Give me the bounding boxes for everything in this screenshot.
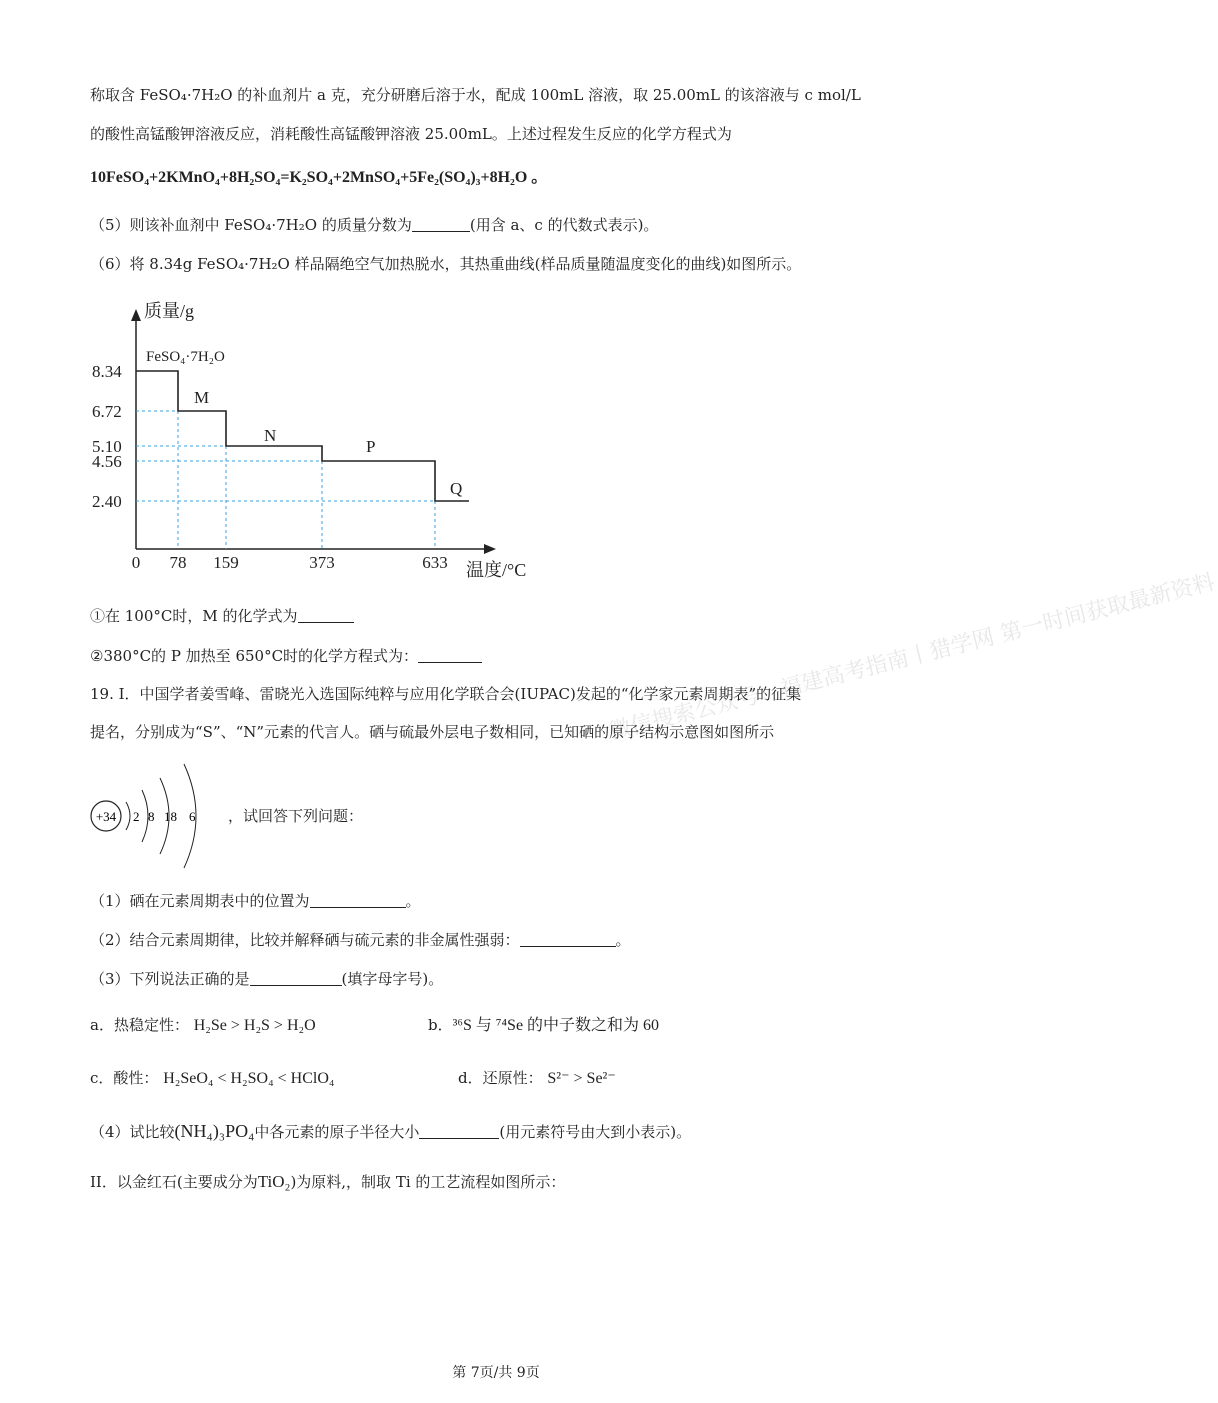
- option-c-formula: H₂SeO₄ < H₂SO₄ < HClO₄: [163, 1070, 335, 1087]
- answer-blank: [298, 608, 354, 623]
- segment-label: FeSO₄·7H₂O: [146, 349, 225, 365]
- titanium-dioxide-formula: TiO₂: [257, 1172, 291, 1191]
- shell-count-1: 2: [133, 809, 140, 824]
- sub-question-3-text: （3）下列说法正确的是: [90, 970, 250, 988]
- x-tick-label: 159: [213, 553, 239, 572]
- answer-blank: [520, 932, 616, 947]
- question-6-2: [90, 646, 482, 666]
- x-axis-arrow: [484, 544, 496, 554]
- segment-label: Q: [450, 479, 463, 498]
- thermogravimetric-chart: [88, 295, 548, 585]
- shell-count-3: 18: [164, 809, 177, 824]
- sub-question-2-tail: 。: [615, 931, 631, 949]
- answer-blank: [250, 971, 342, 986]
- sub-question-1-tail: 。: [405, 892, 421, 910]
- part-2: [90, 1172, 565, 1192]
- sub-question-4-mid: 中各元素的原子半径大小: [254, 1123, 420, 1141]
- question-5-tail: (用含 a、c 的代数式表示)。: [469, 216, 659, 234]
- x-tick-label: 373: [309, 553, 335, 572]
- answer-blank: [418, 648, 482, 663]
- sub-question-3: [90, 969, 443, 989]
- y-axis-label: 质量/g: [144, 301, 195, 321]
- atom-structure-svg: [88, 760, 228, 870]
- y-tick-label: 6.72: [92, 402, 122, 421]
- sub-question-4: [90, 1121, 691, 1142]
- y-tick-label: 5.10: [92, 437, 122, 456]
- question-19-prompt: ，试回答下列问题：: [228, 807, 364, 825]
- answer-blank: [412, 217, 470, 232]
- y-axis-arrow: [131, 309, 141, 321]
- y-tick-label: 8.34: [92, 362, 122, 381]
- sub-question-2-text: （2）结合元素周期律，比较并解释硒与硫元素的非金属性强弱：: [90, 931, 520, 949]
- answer-blank: [419, 1124, 499, 1139]
- option-b-content: ³⁶S 与 ⁷⁴Se 的中子数之和为 60: [452, 1017, 660, 1034]
- x-tick-label: 633: [422, 553, 448, 572]
- y-tick-label: 2.40: [92, 492, 122, 511]
- option-d-label: d．还原性：: [458, 1069, 543, 1087]
- option-a-label: a．热稳定性：: [90, 1016, 189, 1034]
- watermark: 微信搜索公众号：福建高考指南丨猎学网 第一时间获取最新资料: [606, 569, 1218, 745]
- option-b-label: b．: [428, 1016, 453, 1034]
- option-c: [90, 1068, 334, 1089]
- segment-label: M: [194, 388, 210, 407]
- question-6-1-text: ①在 100°C时，M 的化学式为: [90, 607, 298, 625]
- paragraph-line-1: 称取含 FeSO₄·7H₂O 的补血剂片 a 克，充分研磨后溶于水，配成 100mL 溶液，取 25.00mL 的该溶液与 c mol/L: [90, 86, 861, 104]
- chemical-equation: 10FeSO₄+2KMnO₄+8H₂SO₄=K₂SO₄+2MnSO₄+5Fe₂(SO₄)₃+8H₂O 。: [90, 169, 548, 186]
- part-2-tail: )为原料,，制取 Ti 的工艺流程如图所示：: [290, 1173, 566, 1191]
- ammonium-phosphate-formula: (NH₄)₃PO₄: [174, 1121, 255, 1141]
- shell-count-4: 6: [189, 809, 196, 824]
- segment-label: N: [264, 426, 277, 445]
- sub-question-1: [90, 891, 421, 911]
- answer-blank: [310, 893, 406, 908]
- question-19-line-2: 提名，分别成为“S”、“N”元素的代言人。硒与硫最外层电子数相同，已知硒的原子结构示意图如图所示: [90, 723, 775, 741]
- segment-label: P: [366, 437, 376, 456]
- sub-question-1-text: （1）硒在元素周期表中的位置为: [90, 892, 310, 910]
- nucleus-charge: +34: [95, 809, 117, 824]
- option-c-label: c．酸性：: [90, 1069, 159, 1087]
- option-a-formula: H₂Se > H₂S > H₂O: [193, 1017, 316, 1034]
- part-2-text: II．以金红石(主要成分为: [90, 1173, 258, 1191]
- question-6-2-text: ②380°C的 P 加热至 650°C时的化学方程式为：: [90, 647, 419, 665]
- option-b: [428, 1015, 659, 1036]
- question-5-text: （5）则该补血剂中 FeSO₄·7H₂O 的质量分数为: [90, 216, 412, 234]
- option-d-formula: S²⁻ > Se²⁻: [547, 1070, 616, 1087]
- sub-question-4-text: （4）试比较: [90, 1123, 175, 1141]
- shell-arc-1: [126, 802, 130, 830]
- sub-question-4-tail: (用元素符号由大到小表示)。: [499, 1123, 692, 1141]
- sub-question-2: [90, 930, 631, 950]
- x-axis-label: 温度/°C: [466, 560, 527, 580]
- question-6: （6）将 8.34g FeSO₄·7H₂O 样品隔绝空气加热脱水，其热重曲线(样品质量随温度变化的曲线)如图所示。: [90, 255, 802, 273]
- question-6-1: [90, 606, 354, 626]
- option-a: [90, 1015, 316, 1036]
- paragraph-line-2: 的酸性高锰酸钾溶液反应，消耗酸性高锰酸钾溶液 25.00mL。上述过程发生反应的化学方程式为: [90, 125, 732, 143]
- x-tick-label: 78: [169, 553, 187, 572]
- question-5: [90, 215, 658, 235]
- selenium-atom-diagram: [88, 760, 228, 874]
- y-tick-label: 4.56: [92, 452, 122, 471]
- sub-question-3-tail: (填字母字号)。: [341, 970, 444, 988]
- mass-step-curve: [136, 371, 469, 501]
- question-19-line-1: 19. I．中国学者姜雪峰、雷晓光入选国际纯粹与应用化学联合会(IUPAC)发起的“化学家元素周期表”的征集: [90, 685, 802, 703]
- option-d: [458, 1068, 616, 1089]
- x-tick-label: 0: [131, 553, 141, 572]
- shell-count-2: 8: [148, 809, 155, 824]
- page-footer: 第 7页/共 9页: [452, 1365, 540, 1381]
